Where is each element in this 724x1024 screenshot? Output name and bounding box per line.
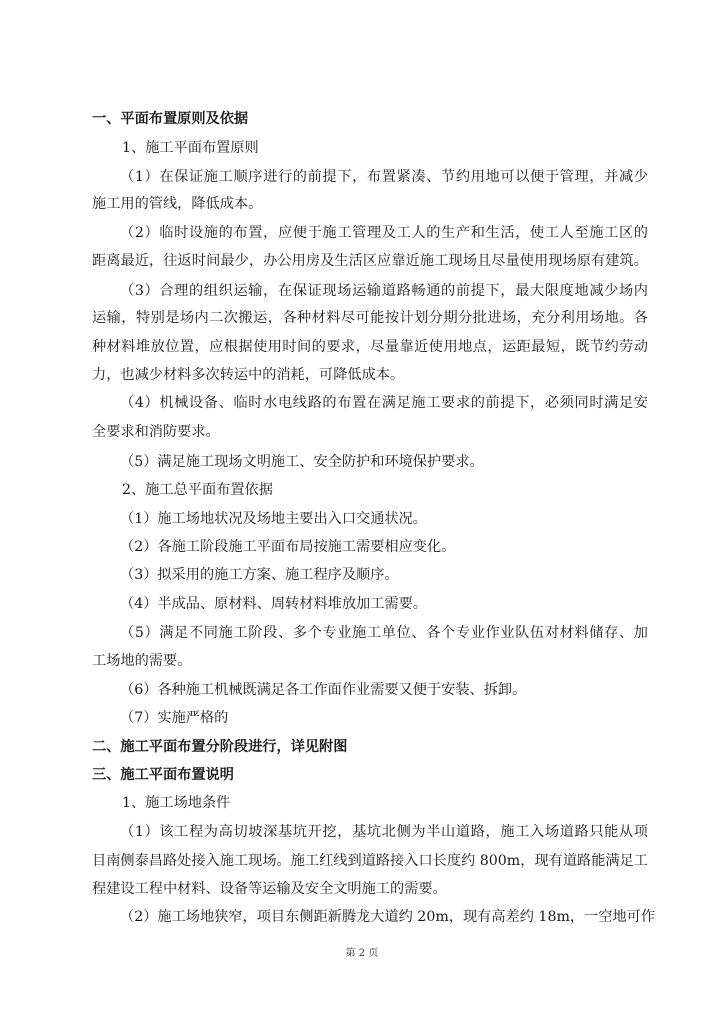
section-heading-2: 二、施工平面布置分阶段进行，详见附图 [92, 739, 348, 755]
list-item: （2）各施工阶段施工平面布局按施工需要相应变化。 [120, 539, 456, 555]
paragraph-line: （5）满足施工现场文明施工、安全防护和环境保护要求。 [120, 454, 484, 470]
paragraph-line: 目南侧泰昌路处接入施工现场。施工红线到道路接入口长度约 800m，现有道路能满足工 [92, 853, 648, 869]
paragraph-line: 种材料堆放位置，应根据使用时间的要求，尽量靠近使用地点，运距最短，既节约劳动 [92, 339, 648, 355]
paragraph-line: 运输，特别是场内二次搬运，各种材料尽可能按计划分期分批进场，充分利用场地。各 [92, 310, 648, 326]
paragraph-line: （1）该工程为高切坡深基坑开挖，基坑北侧为半山道路，施工入场道路只能从项 [120, 824, 648, 840]
subheading-site-conditions: 1、施工场地条件 [122, 795, 231, 811]
list-item-continuation: 工场地的需要。 [92, 653, 192, 669]
list-item: （5）满足不同施工阶段、多个专业施工单位、各个专业作业队伍对材料储存、加 [120, 625, 648, 641]
paragraph-line: 力，也减少材料多次转运中的消耗，可降低成本。 [92, 367, 405, 383]
list-item: （7）实施严格的 [120, 710, 229, 726]
paragraph-line: 距离最近，往返时间最少，办公用房及生活区应靠近施工现场且尽量使用现场原有建筑。 [92, 253, 648, 269]
paragraph-line: 全要求和消防要求。 [92, 424, 220, 440]
paragraph-line: 程建设工程中材料、设备等运输及安全文明施工的需要。 [92, 881, 447, 897]
section-heading-3: 三、施工平面布置说明 [92, 767, 234, 783]
page-number: 第 2 页 [345, 948, 379, 959]
paragraph-line: （4）机械设备、临时水电线路的布置在满足施工要求的前提下，必须同时满足安 [120, 395, 648, 411]
subheading-layout-principles: 1、施工平面布置原则 [122, 140, 259, 156]
list-item: （1）施工场地状况及场地主要出入口交通状况。 [120, 511, 427, 527]
paragraph-line: （2）施工场地狭窄，项目东侧距新腾龙大道约 20m，现有高差约 18m，一空地可作 [120, 909, 656, 925]
list-item: （3）拟采用的施工方案、施工程序及顺序。 [120, 567, 399, 583]
list-item: （6）各种施工机械既满足各工作面作业需要又便于安装、拆卸。 [120, 682, 527, 698]
paragraph-line: （2）临时设施的布置，应便于施工管理及工人的生产和生活，使工人至施工区的 [120, 225, 648, 241]
paragraph-line: （3）合理的组织运输，在保证现场运输道路畅通的前提下，最大限度地减少场内 [120, 283, 648, 299]
paragraph-line: 施工用的管线，降低成本。 [92, 196, 263, 212]
paragraph-line: （1）在保证施工顺序进行的前提下，布置紧凑、节约用地可以便于管理，并减少 [120, 169, 648, 185]
list-item: （4）半成品、原材料、周转材料堆放加工需要。 [120, 596, 427, 612]
subheading-layout-basis: 2、施工总平面布置依据 [122, 482, 273, 498]
section-heading-1: 一、平面布置原则及依据 [92, 111, 249, 127]
